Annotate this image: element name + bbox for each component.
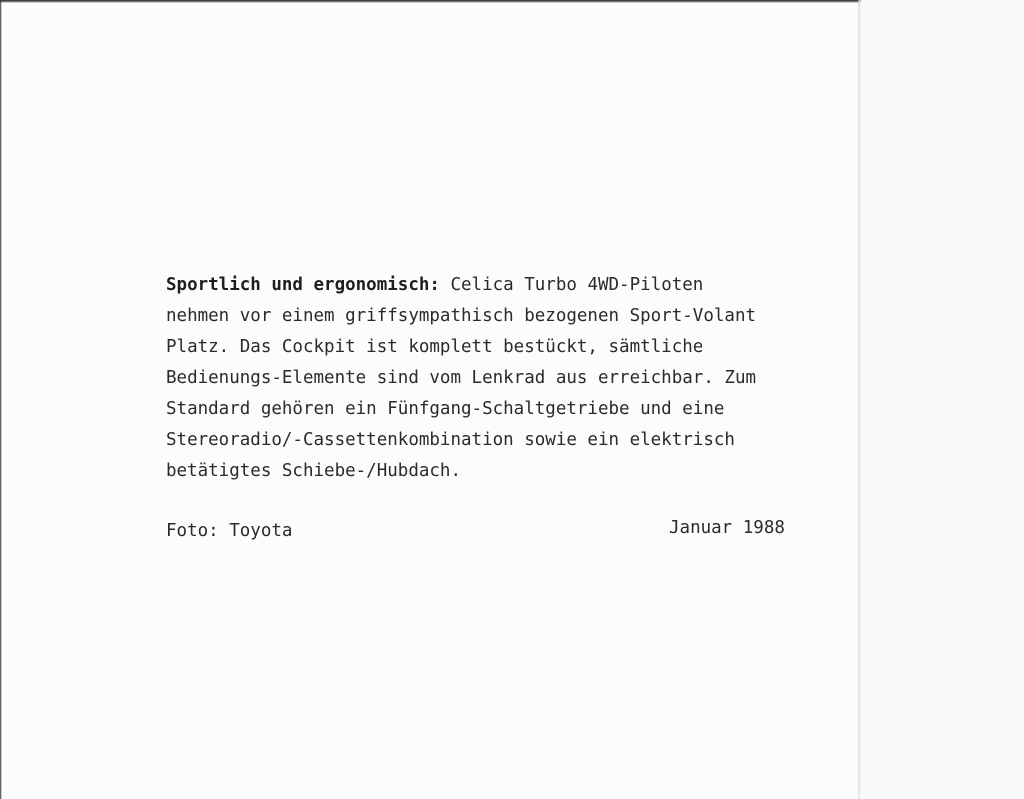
caption-line-7: betätigtes Schiebe-/Hubdach.: [166, 461, 462, 481]
caption-line-6: Stereoradio/-Cassettenkombination sowie ein elektrisch: [166, 430, 735, 450]
caption-line-5: Standard gehören ein Fünfgang-Schaltgetriebe und eine: [166, 399, 725, 419]
scan-edge-left: [0, 0, 2, 799]
caption-date: Januar 1988: [669, 518, 785, 538]
page-right-margin: [861, 0, 1024, 799]
caption-line-1: [166, 270, 866, 301]
caption-lead: Sportlich und ergonomisch:: [166, 275, 440, 295]
photo-credit: Foto: Toyota: [166, 521, 293, 541]
caption-line-1-text: Celica Turbo 4WD-Piloten: [439, 275, 704, 295]
photo-caption: [166, 270, 866, 487]
caption-line-3: Platz. Das Cockpit ist komplett bestückt, sämtliche: [166, 337, 704, 357]
caption-line-2: nehmen vor einem griffsympathisch bezogenen Sport-Volant: [166, 306, 757, 326]
caption-line-4: Bedienungs-Elemente sind vom Lenkrad aus erreichbar. Zum: [166, 368, 757, 388]
